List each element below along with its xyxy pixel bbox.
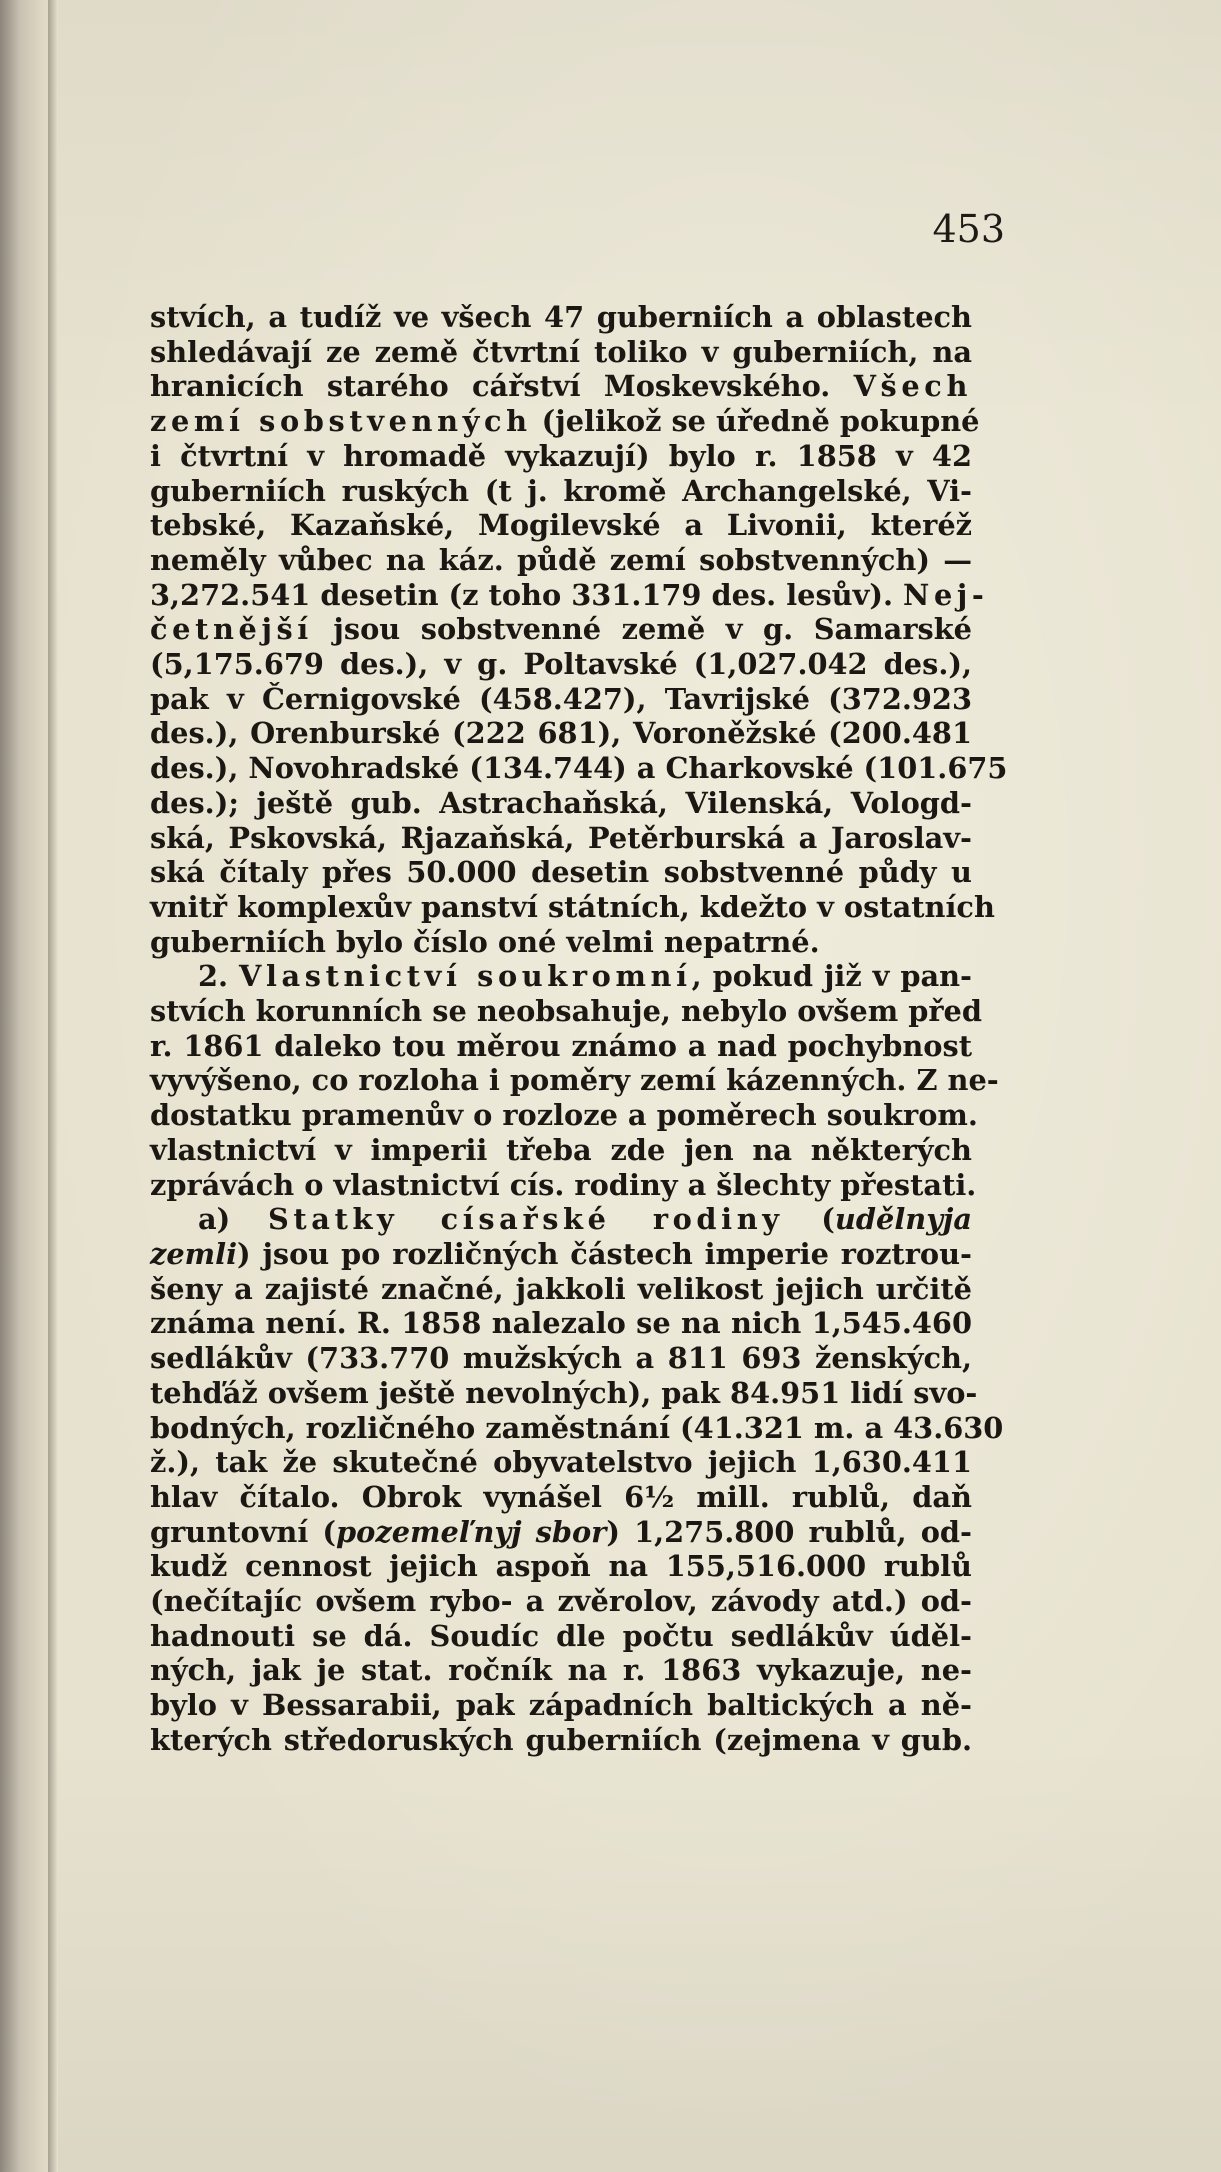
text-line: ská, Pskovská, Rjazaňská, Petěrburská a Jaroslav- <box>150 820 972 855</box>
text-line: hlav čítalo. Obrok vynášel 6½ mill. rublů, daň <box>150 1479 972 1514</box>
text-line: des.), Orenburské (222 681), Voroněžské (200.481 <box>150 716 972 751</box>
text-line: kudž cennost jejich aspoň na 155,516.000 rublů <box>150 1549 972 1584</box>
text-line: gruntovní (pozemeľnyj sbor) 1,275.800 rublů, od- <box>150 1514 972 1549</box>
italic-term: pozemeľnyj sbor <box>336 1514 607 1549</box>
text-line: bylo v Bessarabii, pak západních baltických a ně- <box>150 1688 972 1723</box>
text-line: (5,175.679 des.), v g. Poltavské (1,027.042 des.), <box>150 647 972 682</box>
text-line: guberniích bylo číslo oné velmi nepatrné. <box>150 924 820 959</box>
spaced-emphasis: Nej- <box>903 577 989 612</box>
text-line: bodných, rozličného zaměstnání (41.321 m. a 43.630 <box>150 1410 1004 1445</box>
text-line: ných, jak je stat. ročník na r. 1863 vykazuje, ne- <box>150 1653 972 1688</box>
text-line: vnitř komplexův panství státních, kdežto v ostatních <box>150 889 995 924</box>
text-line: i čtvrtní v hromadě vykazují) bylo r. 1858 v 42 <box>150 438 972 473</box>
spine-shadow <box>48 0 58 2172</box>
text-line: stvích, a tudíž ve všech 47 guberniích a oblastech <box>150 300 972 334</box>
text-line: tebské, Kazaňské, Mogilevské a Livonii, kteréž <box>150 508 972 543</box>
text-line: 2. Vlastnictví soukromní, pokud již v pan- <box>198 959 973 994</box>
text-line: ská čítaly přes 50.000 desetin sobstvenné půdy u <box>150 855 972 890</box>
text-line: četnější jsou sobstvenné země v g. Samarské <box>150 612 972 647</box>
text-line: dostatku pramenův o rozloze a poměrech soukrom. <box>150 1098 978 1133</box>
text-line: zemí sobstvenných (jelikož se úředně pokupné <box>150 404 980 439</box>
text-line: guberniích ruských (t j. kromě Archangelské, Vi- <box>150 473 972 508</box>
italic-term: udělnyja <box>834 1202 973 1237</box>
spaced-emphasis: četnější <box>150 612 313 647</box>
text-line: a) Statky císařské rodiny (udělnyja <box>198 1202 973 1237</box>
text-line: des.); ještě gub. Astrachaňská, Vilenská, Vologd- <box>150 785 972 820</box>
text-line: zprávách o vlastnictví cís. rodiny a šlechty přestati. <box>150 1167 977 1202</box>
text-line: tehďáž ovšem ještě nevolných), pak 84.951 lidí svo- <box>150 1375 978 1410</box>
text-line: pak v Černigovské (458.427), Tavrijské (372.923 <box>150 681 972 716</box>
text-line: vyvýšeno, co rozloha i poměry zemí kázenných. Z ne- <box>150 1063 999 1098</box>
spaced-emphasis: zemí sobstvenných <box>150 404 532 439</box>
spaced-emphasis: Všech <box>853 369 972 404</box>
text-line: shledávají ze země čtvrtní toliko v guberniích, na <box>150 334 972 369</box>
text-line: sedlákův (733.770 mužských a 811 693 ženských, <box>150 1341 972 1376</box>
text-line: hranicích starého cářství Moskevského. Všech <box>150 369 972 404</box>
text-line: hadnouti se dá. Soudíc dle počtu sedlákův úděl- <box>150 1618 972 1653</box>
text-line: šeny a zajisté značné, jakkoli velikost jejich určitě <box>150 1271 972 1306</box>
italic-term: zemli <box>150 1236 238 1271</box>
text-line: známa není. R. 1858 nalezalo se na nich 1,545.460 <box>150 1306 972 1341</box>
text-line: vlastnictví v imperii třeba zde jen na některých <box>150 1132 972 1167</box>
text-line: stvích korunních se neobsahuje, nebylo ovšem před <box>150 994 982 1029</box>
text-line: des.), Novohradské (134.744) a Charkovské (101.675 <box>150 751 1008 786</box>
text-line: zemli) jsou po rozličných částech imperie roztrou- <box>150 1236 972 1271</box>
text-line: neměly vůbec na káz. půdě zemí sobstvenných) — <box>150 542 972 577</box>
text-line: r. 1861 daleko tou měrou známo a nad pochybnost <box>150 1028 972 1063</box>
spaced-emphasis: Statky císařské rodiny <box>267 1202 784 1237</box>
spaced-emphasis: Vlastnictví soukromní <box>239 959 692 994</box>
text-line: kterých středoruských guberniích (zejmena v gub. <box>150 1722 972 1757</box>
page-number: 453 <box>932 207 1005 251</box>
text-line: 3,272.541 desetin (z toho 331.179 des. lesův). Nej- <box>150 577 989 612</box>
text-line: ž.), tak že skutečné obyvatelstvo jejich 1,630.411 <box>150 1445 972 1480</box>
text-line: (nečítajíc ovšem rybo- a zvěrolov, závody atd.) od- <box>150 1584 972 1619</box>
body-text <box>150 300 1008 1758</box>
